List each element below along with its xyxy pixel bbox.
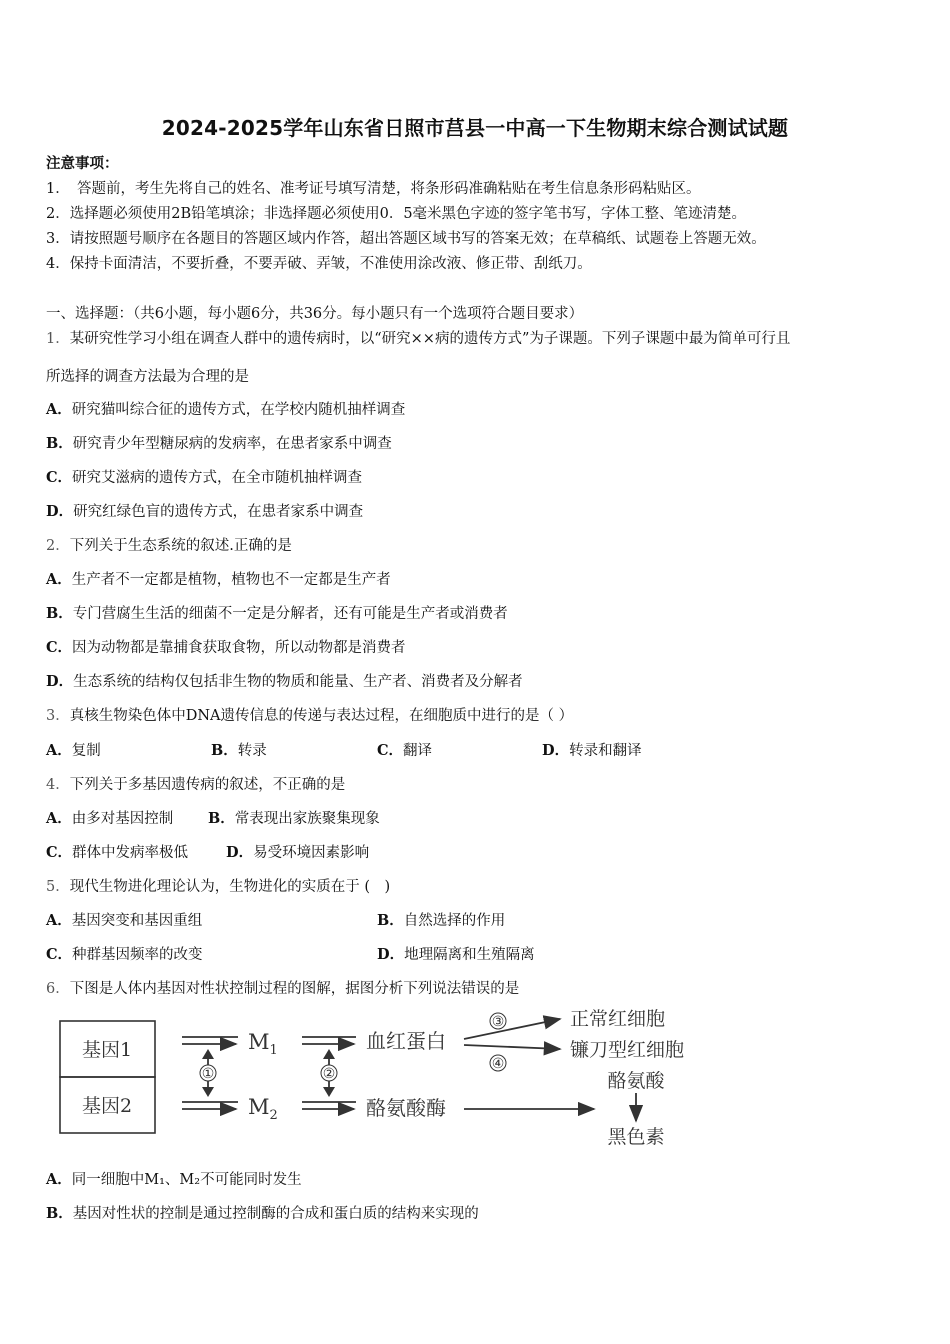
question-number: 5．	[46, 879, 70, 895]
question-5-option-a	[46, 909, 202, 930]
question-6-option-a	[46, 1168, 302, 1189]
step-4-label: ④	[491, 1056, 505, 1072]
gene-expression-diagram	[50, 1005, 730, 1155]
question-number: 6．	[46, 981, 70, 997]
option-key: B．	[46, 435, 73, 452]
option-key: B．	[208, 810, 235, 827]
gene2-to-m2-arrow	[182, 1102, 238, 1109]
step-1-label: ①	[201, 1066, 215, 1082]
question-4-option-a	[46, 807, 173, 828]
option-text: 由多对基因控制	[71, 811, 174, 827]
step-4-arrow	[464, 1045, 560, 1049]
option-text: 翻译	[403, 743, 433, 759]
question-1-stem-cont: 所选择的调查方法最为合理的是	[46, 369, 249, 385]
option-text: 易受环境因素影响	[253, 845, 370, 861]
option-key: A．	[46, 1171, 72, 1188]
notice-item: 2．选择题必须使用2B铅笔填涂；非选择题必须使用0．5毫米黑色字迹的签字笔书写，字体工整、笔迹清楚。	[46, 206, 747, 222]
option-key: B．	[211, 742, 238, 759]
option-text: 复制	[71, 743, 101, 759]
question-2-stem	[46, 534, 292, 555]
hemoglobin-label: 血红蛋白	[366, 1029, 446, 1053]
question-text: 下列关于生态系统的叙述.正确的是	[69, 538, 292, 554]
option-key: A．	[46, 401, 72, 418]
question-4-option-d	[226, 841, 369, 862]
option-key: A．	[46, 571, 72, 588]
question-text: 下图是人体内基因对性状控制过程的图解，据图分析下列说法错误的是	[69, 981, 520, 997]
question-3-option-c	[377, 739, 432, 760]
section-heading: 一、选择题：（共6小题，每小题6分，共36分。每小题只有一个选项符合题目要求）	[46, 306, 584, 322]
question-3-stem	[46, 704, 573, 725]
option-text: 因为动物都是靠捕食获取食物，所以动物都是消费者	[72, 640, 406, 656]
question-1-option-b	[46, 432, 392, 453]
gene1-label: 基因1	[81, 1039, 133, 1061]
sickle-rbc-label: 镰刀型红细胞	[570, 1039, 685, 1061]
option-key: A．	[46, 912, 72, 929]
question-3-option-d	[542, 739, 642, 760]
option-text: 转录	[237, 743, 267, 759]
page-title: 2024-2025学年山东省日照市莒县一中高一下生物期末综合测试试题	[161, 116, 789, 140]
option-key: B．	[377, 912, 404, 929]
notice-item: 1． 答题前，考生先将自己的姓名、准考证号填写清楚，将条形码准确粘贴在考生信息条形码粘贴区。	[46, 181, 701, 197]
option-key: D．	[542, 742, 570, 759]
question-text: 下列关于多基因遗传病的叙述，不正确的是	[69, 777, 346, 793]
question-5-option-d	[377, 943, 535, 964]
question-5-option-b	[377, 909, 505, 930]
notice-item: 4．保持卡面清洁，不要折叠，不要弄破、弄皱，不准使用涂改液、修正带、刮纸刀。	[46, 256, 592, 272]
m2-label: $M_2$	[248, 1095, 278, 1123]
question-number: 1．	[46, 331, 70, 347]
option-key: B．	[46, 605, 73, 622]
question-1-option-d	[46, 500, 363, 521]
option-key: C．	[46, 639, 73, 656]
m1-label: $M_1$	[248, 1030, 278, 1058]
question-1-option-a	[46, 398, 405, 419]
option-text: 生产者不一定都是植物，植物也不一定都是生产者	[71, 572, 391, 588]
option-key: C．	[46, 946, 73, 963]
option-text: 自然选择的作用	[403, 913, 506, 929]
question-5-stem	[46, 875, 390, 896]
question-text: 某研究性学习小组在调查人群中的遗传病时，以“研究××病的遗传方式”为子课题。下列子课题中最为简单可行且	[69, 331, 791, 347]
gene2-label: 基因2	[81, 1095, 133, 1117]
option-key: C．	[46, 469, 73, 486]
option-text: 常表现出家族聚集现象	[234, 811, 380, 827]
question-text: 真核生物染色体中DNA遗传信息的传递与表达过程，在细胞质中进行的是（ ）	[69, 708, 574, 724]
tyrosinase-label: 酪氨酸酶	[366, 1096, 446, 1120]
question-5-option-c	[46, 943, 203, 964]
step-3-arrow	[464, 1019, 560, 1039]
question-2-option-b	[46, 602, 508, 623]
question-number: 2．	[46, 538, 70, 554]
question-number: 3．	[46, 708, 70, 724]
question-6-option-b	[46, 1202, 479, 1223]
option-key: A．	[46, 810, 72, 827]
normal-rbc-label: 正常红细胞	[570, 1008, 666, 1030]
m2-to-tyrosinase-arrow	[302, 1102, 356, 1109]
option-text: 生态系统的结构仅包括非生物的物质和能量、生产者、消费者及分解者	[73, 674, 523, 690]
question-3-option-a	[46, 739, 101, 760]
notice-heading: 注意事项：	[46, 155, 119, 172]
option-text: 研究艾滋病的遗传方式，在全市随机抽样调查	[72, 470, 363, 486]
question-6-stem	[46, 977, 519, 998]
option-text: 研究红绿色盲的遗传方式，在患者家系中调查	[73, 504, 364, 520]
question-number: 4．	[46, 777, 70, 793]
question-2-option-c	[46, 636, 406, 657]
option-text: 转录和翻译	[569, 743, 642, 759]
option-key: C．	[46, 844, 73, 861]
question-4-option-b	[208, 807, 380, 828]
question-text: 现代生物进化理论认为，生物进化的实质在于 ( )	[69, 879, 391, 895]
option-key: D．	[46, 503, 74, 520]
step-3-label: ③	[491, 1014, 505, 1030]
option-text: 同一细胞中M₁、M₂不可能同时发生	[71, 1172, 302, 1188]
option-key: A．	[46, 742, 72, 759]
notice-item: 3．请按照题号顺序在各题目的答题区域内作答，超出答题区域书写的答案无效；在草稿纸、试题卷上答题无效。	[46, 231, 766, 247]
melanin-label: 黑色素	[607, 1126, 665, 1148]
gene1-to-m1-arrow	[182, 1037, 238, 1044]
option-text: 种群基因频率的改变	[72, 947, 203, 963]
option-key: D．	[46, 673, 74, 690]
m1-to-hemoglobin-arrow	[302, 1037, 356, 1044]
option-text: 研究猫叫综合征的遗传方式，在学校内随机抽样调查	[71, 402, 406, 418]
tyrosine-label: 酪氨酸	[607, 1070, 665, 1092]
option-text: 地理隔离和生殖隔离	[404, 947, 535, 963]
question-3-option-b	[211, 739, 267, 760]
option-text: 群体中发病率极低	[72, 845, 189, 861]
option-text: 专门营腐生生活的细菌不一定是分解者，还有可能是生产者或消费者	[72, 606, 508, 622]
question-2-option-a	[46, 568, 391, 589]
option-key: C．	[377, 742, 404, 759]
option-key: B．	[46, 1205, 73, 1222]
question-4-stem	[46, 773, 345, 794]
question-4-option-c	[46, 841, 188, 862]
option-text: 研究青少年型糖尿病的发病率，在患者家系中调查	[72, 436, 392, 452]
option-key: D．	[226, 844, 254, 861]
option-text: 基因突变和基因重组	[71, 913, 203, 929]
step-2-label: ②	[322, 1066, 336, 1082]
question-2-option-d	[46, 670, 523, 691]
option-text: 基因对性状的控制是通过控制酶的合成和蛋白质的结构来实现的	[72, 1206, 479, 1222]
question-1-option-c	[46, 466, 362, 487]
question-1-stem	[46, 327, 790, 348]
option-key: D．	[377, 946, 405, 963]
